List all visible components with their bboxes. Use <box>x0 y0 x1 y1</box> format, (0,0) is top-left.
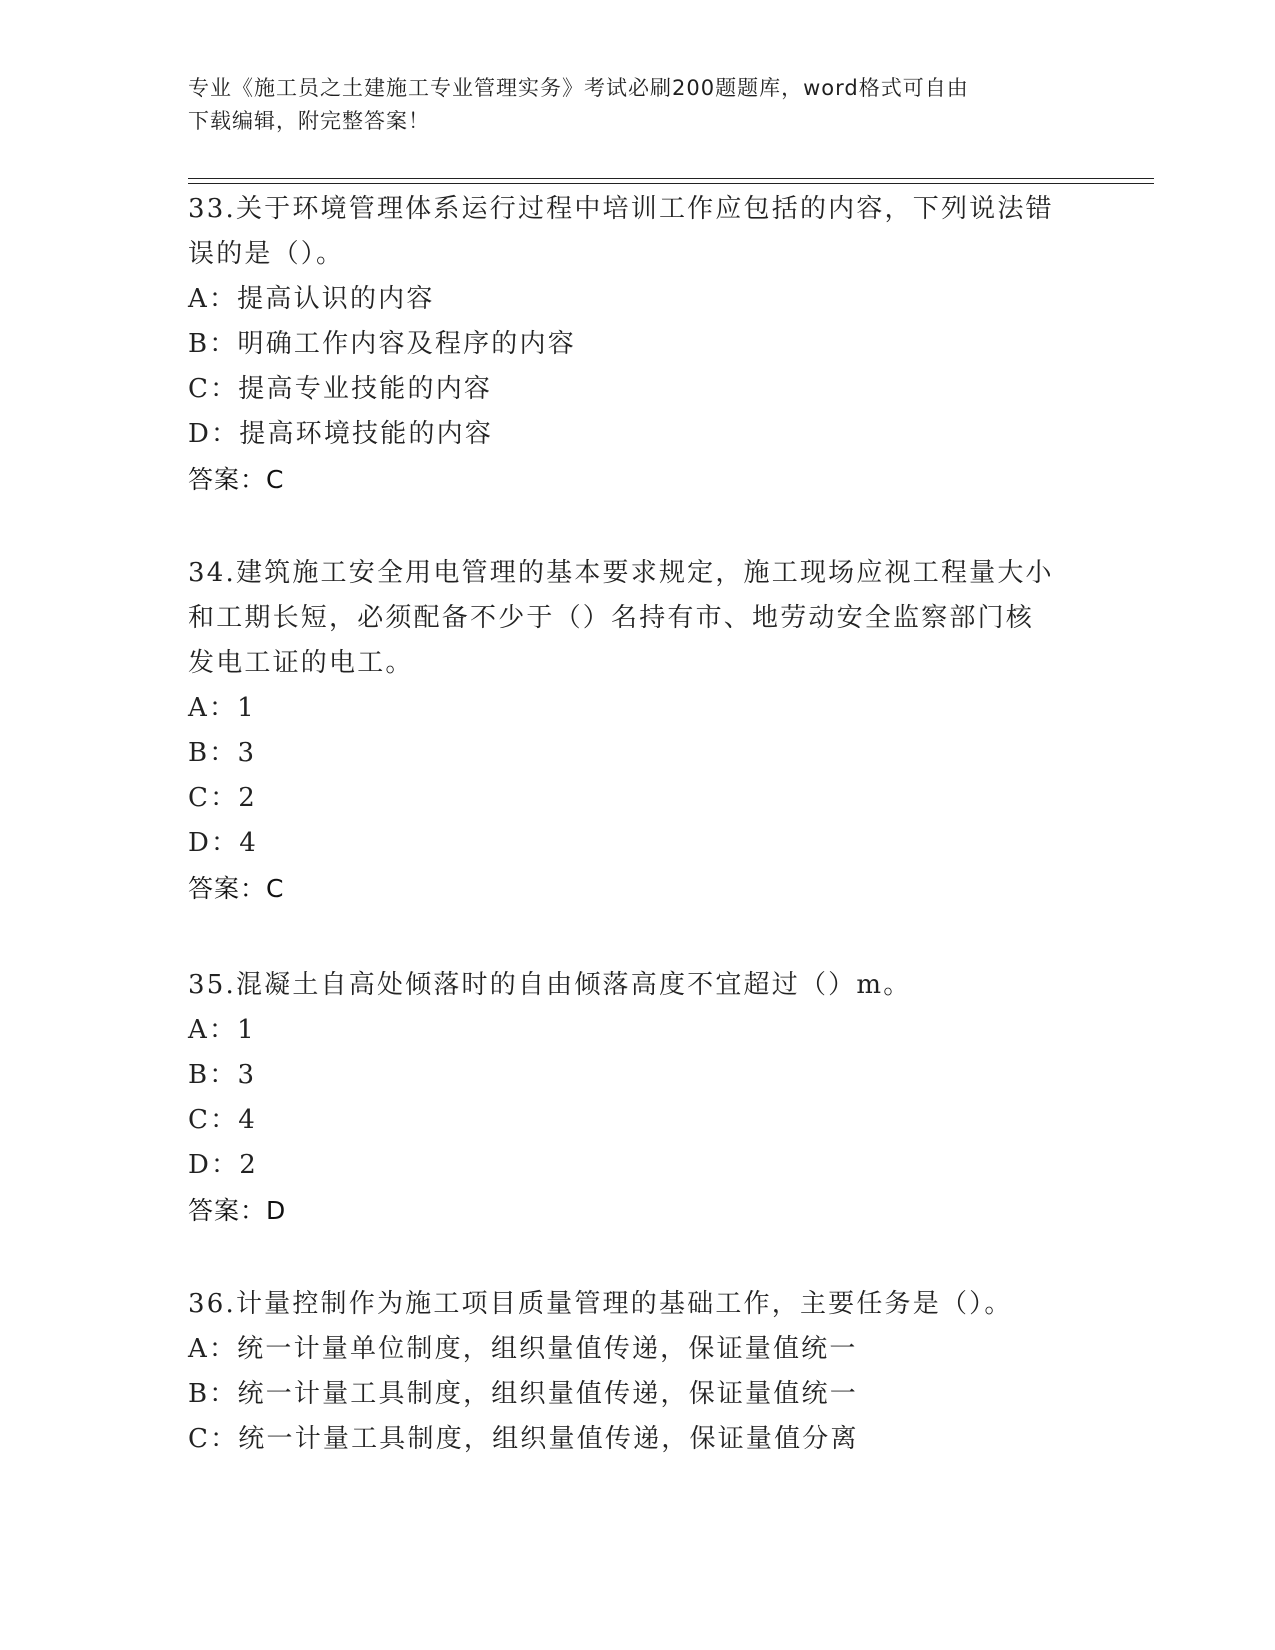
option-c: C：4 <box>188 1105 258 1135</box>
option-b: B：明确工作内容及程序的内容 <box>188 329 576 359</box>
header-divider-top <box>188 178 1154 179</box>
question-stem-line: 36.计量控制作为施工项目质量管理的基础工作，主要任务是（）。 <box>188 1289 1013 1319</box>
header-line-2: 下载编辑，附完整答案！ <box>188 109 430 133</box>
option-d: D：2 <box>188 1150 258 1180</box>
document-header <box>188 72 1088 138</box>
question-36 <box>188 1282 1088 1462</box>
option-a: A：提高认识的内容 <box>188 284 435 314</box>
option-a: A：1 <box>188 693 256 723</box>
question-stem-line: 33.关于环境管理体系运行过程中培训工作应包括的内容，下列说法错 <box>188 194 1054 224</box>
option-b: B：统一计量工具制度，组织量值传递，保证量值统一 <box>188 1379 858 1409</box>
option-a: A：统一计量单位制度，组织量值传递，保证量值统一 <box>188 1334 858 1364</box>
question-stem-line: 发电工证的电工。 <box>188 648 414 678</box>
question-35 <box>188 963 1088 1233</box>
option-b: B：3 <box>188 1060 257 1090</box>
option-c: C：提高专业技能的内容 <box>188 374 493 404</box>
answer-line: 答案：D <box>188 1196 287 1225</box>
option-c: C：2 <box>188 783 258 813</box>
question-stem-line: 误的是（）。 <box>188 239 345 269</box>
header-line-1: 专业《施工员之土建施工专业管理实务》考试必刷200题题库，word格式可自由 <box>188 76 969 100</box>
question-33 <box>188 187 1088 502</box>
answer-line: 答案：C <box>188 874 285 903</box>
answer-line: 答案：C <box>188 465 285 494</box>
question-stem-line: 34.建筑施工安全用电管理的基本要求规定，施工现场应视工程量大小 <box>188 558 1054 588</box>
option-b: B：3 <box>188 738 257 768</box>
option-a: A：1 <box>188 1015 256 1045</box>
question-stem-line: 和工期长短，必须配备不少于（）名持有市、地劳动安全监察部门核 <box>188 603 1035 633</box>
option-d: D：提高环境技能的内容 <box>188 419 494 449</box>
option-c: C：统一计量工具制度，组织量值传递，保证量值分离 <box>188 1424 859 1454</box>
header-divider-bottom <box>188 183 1154 184</box>
question-stem-line: 35.混凝土自高处倾落时的自由倾落高度不宜超过（）m。 <box>188 970 912 1000</box>
question-34 <box>188 551 1088 911</box>
option-d: D：4 <box>188 828 258 858</box>
